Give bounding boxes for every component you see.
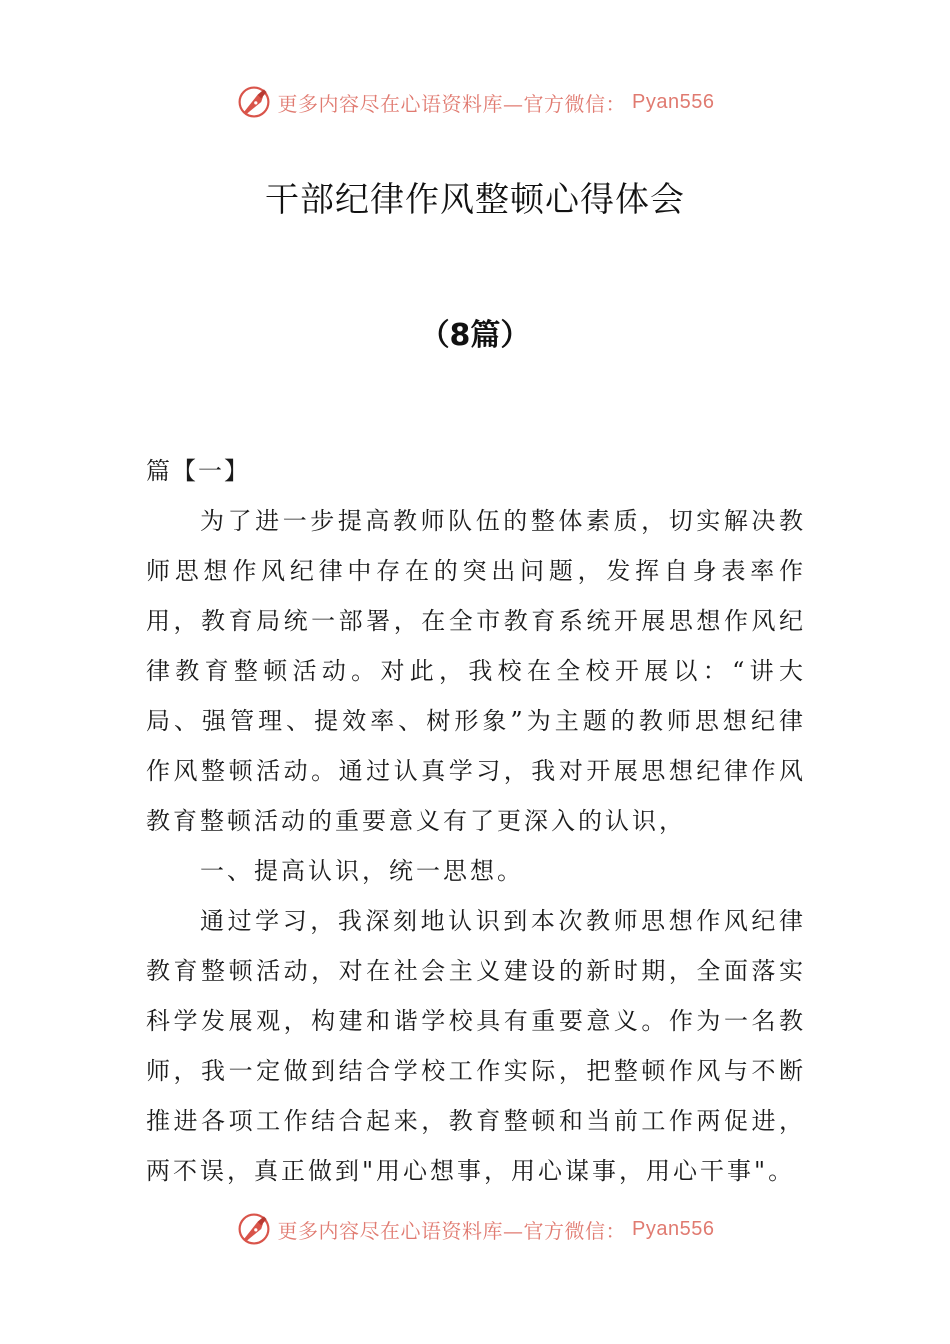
pen-nib-logo-icon bbox=[236, 1211, 272, 1247]
paragraph: 为了进一步提高教师队伍的整体素质，切实解决教师思想作风纪律中存在的突出问题，发挥自身表率作用，教育局统一部署，在全市教育系统开展思想作风纪律教育整顿活动。对此，我校在全校开展以：“讲大局、强管理、提效率、树形象”为主题的教师思想纪律作风整顿活动。通过认真学习，我对开展思想纪律作风教育整顿活动的重要意义有了更深入的认识， bbox=[146, 507, 806, 835]
header-watermark bbox=[0, 80, 950, 124]
chapter-label: 篇【一】 bbox=[146, 457, 250, 485]
watermark-text: 更多内容尽在心语资料库—官方微信： bbox=[277, 91, 627, 116]
document-title: 干部纪律作风整顿心得体会 bbox=[265, 180, 685, 220]
watermark-wechat-id: Pyan556 bbox=[632, 1217, 715, 1240]
document-subtitle: （8篇） bbox=[419, 318, 531, 353]
paragraph: 通过学习，我深刻地认识到本次教师思想作风纪律教育整顿活动，对在社会主义建设的新时期，全面落实科学发展观，构建和谐学校具有重要意义。作为一名教师，我一定做到结合学校工作实际，把整顿作风与不断推进各项工作结合起来，教育整顿和当前工作两促进，两不误，真正做到"用心想事，用心谋事，用心干事"。 bbox=[146, 907, 806, 1185]
watermark-wechat-id: Pyan556 bbox=[632, 90, 715, 113]
section-heading: 一、提高认识，统一思想。 bbox=[200, 857, 524, 885]
watermark-text: 更多内容尽在心语资料库—官方微信： bbox=[277, 1218, 627, 1243]
pen-nib-logo-icon bbox=[236, 84, 272, 120]
document-body bbox=[146, 446, 806, 1196]
footer-watermark bbox=[0, 1207, 950, 1251]
